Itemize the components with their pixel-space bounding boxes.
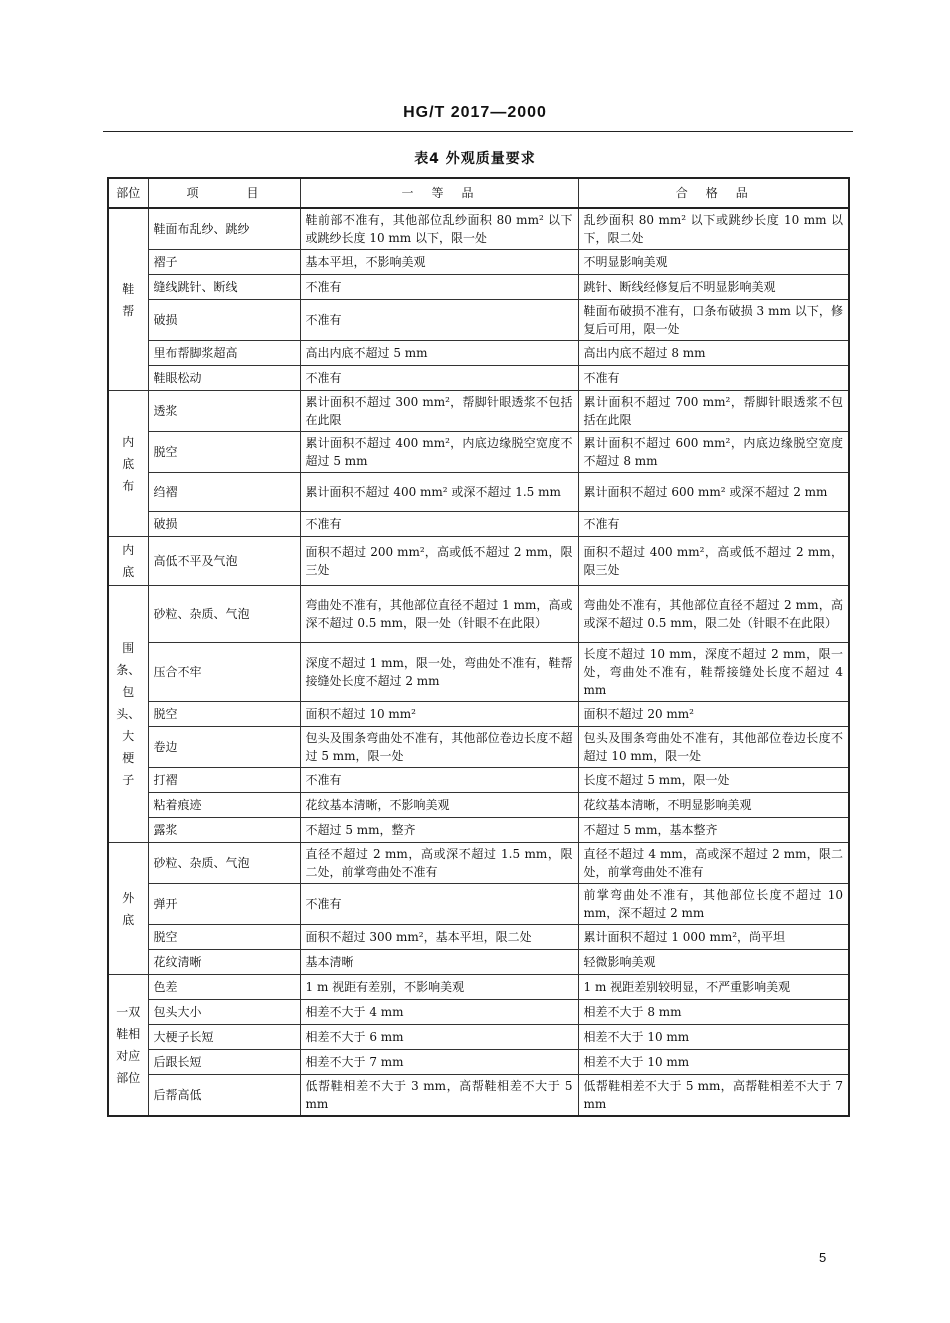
part-label-line: 对应 [116, 1049, 141, 1063]
qualified-cell: 长度不超过 10 mm，深度不超过 2 mm，限一处，弯曲处不准有，鞋帮接缝处长度不超过 4 mm [578, 643, 849, 702]
qualified-cell: 1 m 视距差别较明显，不严重影响美观 [578, 975, 849, 1000]
qualified-cell: 低帮鞋相差不大于 5 mm，高帮鞋相差不大于 7 mm [578, 1075, 849, 1117]
table-row [108, 925, 849, 950]
first-grade-cell: 高出内底不超过 5 mm [300, 341, 578, 366]
qualified-cell: 累计面积不超过 600 mm² 或深不超过 2 mm [578, 473, 849, 512]
table-row [108, 432, 849, 473]
table-row [108, 818, 849, 843]
item-cell: 色差 [148, 975, 300, 1000]
item-cell: 透浆 [148, 391, 300, 432]
first-grade-cell: 不准有 [300, 366, 578, 391]
table-row [108, 702, 849, 727]
item-cell: 里布帮脚浆超高 [148, 341, 300, 366]
table-row [108, 950, 849, 975]
table-row [108, 727, 849, 768]
qualified-cell: 高出内底不超过 8 mm [578, 341, 849, 366]
item-cell: 花纹清晰 [148, 950, 300, 975]
item-cell: 脱空 [148, 702, 300, 727]
item-cell: 鞋眼松动 [148, 366, 300, 391]
part-label-line: 条、 [116, 663, 141, 677]
item-cell: 粘着痕迹 [148, 793, 300, 818]
first-grade-cell: 花纹基本清晰，不影响美观 [300, 793, 578, 818]
part-label-line: 头、 [116, 707, 141, 721]
table-row [108, 1050, 849, 1075]
table-body [108, 208, 849, 1116]
first-grade-cell: 直径不超过 2 mm，高或深不超过 1.5 mm，限二处，前掌弯曲处不准有 [300, 843, 578, 884]
qualified-cell: 不准有 [578, 366, 849, 391]
part-label-line: 部位 [116, 1071, 141, 1085]
qualified-cell: 累计面积不超过 1 000 mm²，尚平坦 [578, 925, 849, 950]
first-grade-cell: 累计面积不超过 300 mm²，帮脚针眼透浆不包括在此限 [300, 391, 578, 432]
part-label-line: 内 [122, 434, 135, 449]
table-row [108, 884, 849, 925]
qualified-cell: 面积不超过 400 mm²，高或低不超过 2 mm，限三处 [578, 537, 849, 586]
table-row [108, 1025, 849, 1050]
part-cell [108, 975, 148, 1117]
part-label-line: 外 [122, 890, 135, 905]
first-grade-cell: 相差不大于 6 mm [300, 1025, 578, 1050]
table-row [108, 586, 849, 643]
table-row [108, 473, 849, 512]
table-row [108, 793, 849, 818]
qualified-cell: 面积不超过 20 mm² [578, 702, 849, 727]
part-cell [108, 586, 148, 843]
item-cell: 弹开 [148, 884, 300, 925]
first-grade-cell: 累计面积不超过 400 mm²，内底边缘脱空宽度不超过 5 mm [300, 432, 578, 473]
part-cell [108, 208, 148, 391]
part-label-line: 子 [122, 773, 135, 787]
table-row [108, 1075, 849, 1117]
table-row [108, 975, 849, 1000]
qualified-cell: 乱纱面积 80 mm² 以下或跳纱长度 10 mm 以下，限二处 [578, 208, 849, 250]
part-label-line: 内 [122, 543, 135, 557]
item-cell: 包头大小 [148, 1000, 300, 1025]
table-row [108, 643, 849, 702]
first-grade-cell: 1 m 视距有差别，不影响美观 [300, 975, 578, 1000]
item-cell: 打褶 [148, 768, 300, 793]
col-header-first-grade: 一 等 品 [300, 178, 578, 208]
table-row [108, 366, 849, 391]
part-label-line: 帮 [122, 303, 135, 318]
quality-table [107, 177, 850, 1117]
item-cell: 卷边 [148, 727, 300, 768]
qualified-cell: 相差不大于 8 mm [578, 1000, 849, 1025]
first-grade-cell: 低帮鞋相差不大于 3 mm，高帮鞋相差不大于 5 mm [300, 1075, 578, 1117]
table-row [108, 250, 849, 275]
table-row [108, 537, 849, 586]
item-cell: 脱空 [148, 432, 300, 473]
table-row [108, 1000, 849, 1025]
first-grade-cell: 基本平坦，不影响美观 [300, 250, 578, 275]
qualified-cell: 鞋面布破损不准有，口条布破损 3 mm 以下，修复后可用，限一处 [578, 300, 849, 341]
header-rule [103, 131, 853, 132]
qualified-cell: 弯曲处不准有，其他部位直径不超过 2 mm，高或深不超过 0.5 mm，限二处（针眼不在此限） [578, 586, 849, 643]
qualified-cell: 相差不大于 10 mm [578, 1025, 849, 1050]
first-grade-cell: 面积不超过 10 mm² [300, 702, 578, 727]
first-grade-cell: 深度不超过 1 mm，限一处，弯曲处不准有，鞋帮接缝处长度不超过 2 mm [300, 643, 578, 702]
part-label-line: 底 [122, 565, 135, 579]
part-label-line: 大 [122, 729, 135, 743]
item-cell: 脱空 [148, 925, 300, 950]
qualified-cell: 不准有 [578, 512, 849, 537]
item-cell: 大梗子长短 [148, 1025, 300, 1050]
col-header-item: 项 目 [148, 178, 300, 208]
table-row [108, 300, 849, 341]
qualified-cell: 不明显影响美观 [578, 250, 849, 275]
item-cell: 破损 [148, 300, 300, 341]
table-row [108, 512, 849, 537]
first-grade-cell: 不准有 [300, 884, 578, 925]
item-cell: 露浆 [148, 818, 300, 843]
item-cell: 破损 [148, 512, 300, 537]
qualified-cell: 直径不超过 4 mm，高或深不超过 2 mm，限二处，前掌弯曲处不准有 [578, 843, 849, 884]
qualified-cell: 累计面积不超过 600 mm²，内底边缘脱空宽度不超过 8 mm [578, 432, 849, 473]
first-grade-cell: 弯曲处不准有，其他部位直径不超过 1 mm，高或深不超过 0.5 mm，限一处（针眼不在此限） [300, 586, 578, 643]
qualified-cell: 轻微影响美观 [578, 950, 849, 975]
first-grade-cell: 不准有 [300, 768, 578, 793]
table-row [108, 843, 849, 884]
qualified-cell: 花纹基本清晰，不明显影响美观 [578, 793, 849, 818]
item-cell: 缝线跳针、断线 [148, 275, 300, 300]
item-cell: 后帮高低 [148, 1075, 300, 1117]
part-label-line: 鞋相 [116, 1027, 141, 1041]
qualified-cell: 相差不大于 10 mm [578, 1050, 849, 1075]
first-grade-cell: 累计面积不超过 400 mm² 或深不超过 1.5 mm [300, 473, 578, 512]
first-grade-cell: 鞋前部不准有，其他部位乱纱面积 80 mm² 以下或跳纱长度 10 mm 以下，限一处 [300, 208, 578, 250]
standard-code: HG/T 2017—2000 [403, 104, 547, 121]
qualified-cell: 包头及围条弯曲处不准有，其他部位卷边长度不超过 10 mm，限一处 [578, 727, 849, 768]
table-row [108, 275, 849, 300]
item-cell: 绉褶 [148, 473, 300, 512]
item-cell: 压合不牢 [148, 643, 300, 702]
part-cell [108, 843, 148, 975]
table-row [108, 208, 849, 250]
item-cell: 砂粒、杂质、气泡 [148, 843, 300, 884]
first-grade-cell: 不准有 [300, 300, 578, 341]
part-label-line: 布 [122, 478, 135, 493]
table-row [108, 341, 849, 366]
page-number: 5 [819, 1250, 827, 1265]
first-grade-cell: 相差不大于 4 mm [300, 1000, 578, 1025]
table-row [108, 768, 849, 793]
item-cell: 砂粒、杂质、气泡 [148, 586, 300, 643]
part-label-line: 围 [122, 641, 135, 655]
first-grade-cell: 面积不超过 200 mm²，高或低不超过 2 mm，限三处 [300, 537, 578, 586]
item-cell: 褶子 [148, 250, 300, 275]
qualified-cell: 跳针、断线经修复后不明显影响美观 [578, 275, 849, 300]
qualified-cell: 长度不超过 5 mm，限一处 [578, 768, 849, 793]
first-grade-cell: 包头及围条弯曲处不准有，其他部位卷边长度不超过 5 mm，限一处 [300, 727, 578, 768]
part-label-line: 底 [122, 456, 135, 471]
first-grade-cell: 不超过 5 mm，整齐 [300, 818, 578, 843]
first-grade-cell: 不准有 [300, 512, 578, 537]
table-row [108, 391, 849, 432]
qualified-cell: 累计面积不超过 700 mm²，帮脚针眼透浆不包括在此限 [578, 391, 849, 432]
part-label-line: 梗 [122, 751, 135, 765]
table-header-row [108, 178, 849, 208]
first-grade-cell: 不准有 [300, 275, 578, 300]
first-grade-cell: 面积不超过 300 mm²，基本平坦，限二处 [300, 925, 578, 950]
part-cell [108, 391, 148, 537]
qualified-cell: 前掌弯曲处不准有，其他部位长度不超过 10 mm，深不超过 2 mm [578, 884, 849, 925]
part-cell [108, 537, 148, 586]
col-header-qualified: 合 格 品 [578, 178, 849, 208]
qualified-cell: 不超过 5 mm，基本整齐 [578, 818, 849, 843]
part-label-line: 包 [122, 685, 135, 699]
part-label-line: 鞋 [122, 281, 135, 296]
item-cell: 后跟长短 [148, 1050, 300, 1075]
first-grade-cell: 基本清晰 [300, 950, 578, 975]
part-label-line: 一双 [116, 1005, 141, 1019]
col-header-part: 部位 [108, 178, 148, 208]
table-caption: 表4 外观质量要求 [414, 151, 536, 167]
first-grade-cell: 相差不大于 7 mm [300, 1050, 578, 1075]
item-cell: 高低不平及气泡 [148, 537, 300, 586]
part-label-line: 底 [122, 912, 135, 927]
item-cell: 鞋面布乱纱、跳纱 [148, 208, 300, 250]
